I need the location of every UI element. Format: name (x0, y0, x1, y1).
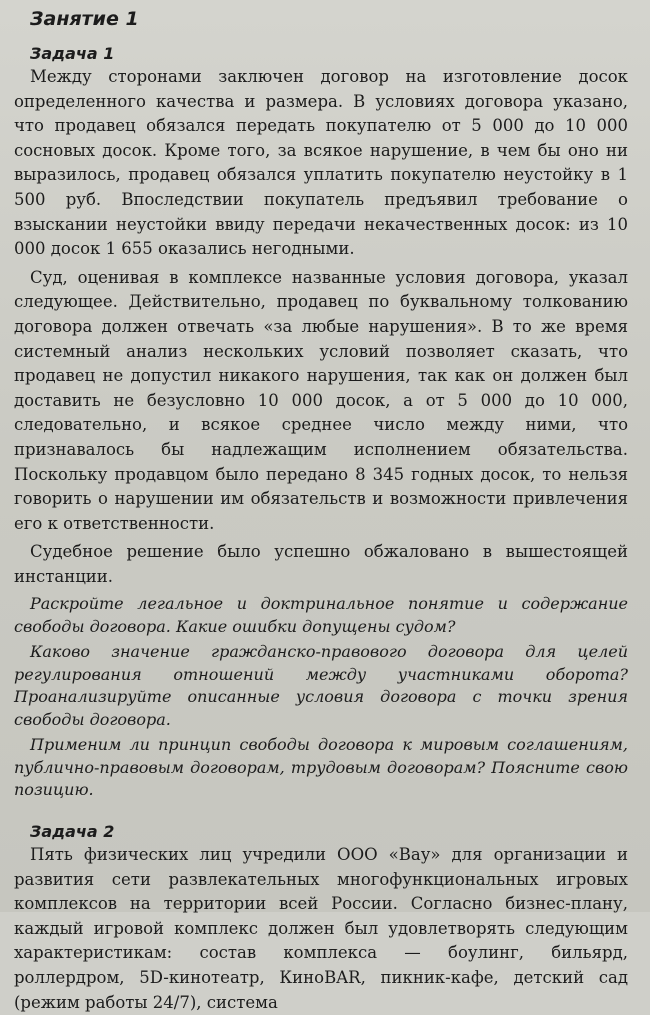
task-1-paragraph-2: Суд, оценивая в комплексе названные условия договора, указал следующее. Действительно, продавец по буквальному толкованию договора должен отвечать «за любые нарушения». В то же время системный анализ нескольких условий позволяет сказать, что продавец не допустил никакого нарушения, так как он должен был доставить не безусловно 10 000 досок, а от 5 000 до 10 000, следовательно, и всякое среднее число между ними, что признавалось бы надлежащим исполнением обязательства. Поскольку продавцом было передано 8 345 годных досок, то нельзя говорить о нарушении им обязательств и возможности привлечения его к ответственности. (14, 267, 628, 533)
task-1-question-3: Применим ли принцип свободы договора к мировым соглашениям, публично-правовым договорам, трудовым договорам? Поясните свою позицию. (14, 735, 628, 800)
lesson-title: Занятие 1 (30, 8, 139, 30)
task-1-question-1: Раскройте легальное и доктринальное понятие и содержание свободы договора. Какие ошибки допущены судом? (14, 594, 628, 636)
task-1-title: Задача 1 (30, 44, 115, 63)
task-1-paragraph-3: Судебное решение было успешно обжаловано в вышестоящей инстанции. (14, 542, 628, 586)
task-2-paragraph-1: Пять физических лиц учредили ООО «Вау» для организации и развития сети развлекательных многофункциональных игровых комплексов на территории всей России. Согласно бизнес-плану, каждый игровой комплекс должен был удовлетворять следующим характеристикам: состав комплекса — боулинг, бильярд, роллердром, 5D-кинотеатр, КиноBAR, пикник-кафе, детский сад (режим работы 24/7), система (14, 844, 628, 1012)
task-2-title: Задача 2 (30, 821, 115, 841)
task-1-question-2: Каково значение гражданско-правового договора для целей регулирования отношений между участниками оборота? Проанализируйте описанные условия договора с точки зрения свободы договора. (14, 642, 628, 729)
task-1-paragraph-1: Между сторонами заключен договор на изготовление досок определенного качества и размера. В условиях договора указано, что продавец обязался передать покупателю от 5 000 до 10 000 сосновых досок. Кроме того, за всякое нарушение, в чем бы оно ни выразилось, продавец обязался уплатить покупателю неустойку в 1 500 руб. Впоследствии покупатель предъявил требование о взыскании неустойки ввиду передачи некачественных досок: из 10 000 досок 1 655 оказались негодными. (14, 67, 628, 259)
